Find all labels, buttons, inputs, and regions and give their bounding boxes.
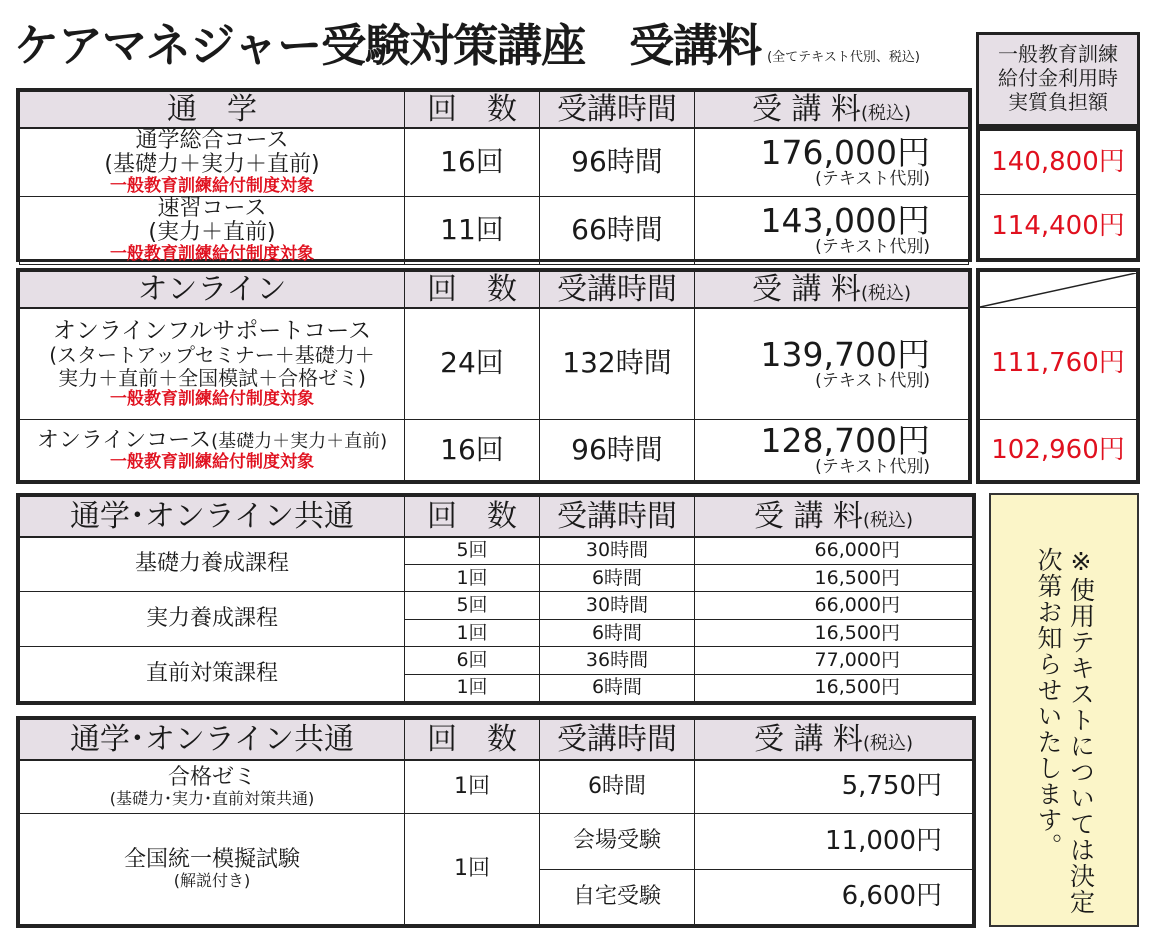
table-row bbox=[20, 592, 973, 619]
header-fee bbox=[695, 720, 973, 760]
hours: 6時間 bbox=[540, 619, 695, 646]
course-name-line: 実力＋直前＋全国模試＋合格ゼミ) bbox=[58, 366, 366, 391]
fee: 6,600円 bbox=[695, 869, 973, 925]
course-name-line: オンラインコース bbox=[36, 427, 212, 453]
count: 1回 bbox=[405, 814, 540, 925]
course-name bbox=[20, 420, 405, 481]
course-name: 実力養成課程 bbox=[20, 592, 405, 647]
header-tax: (税込) bbox=[863, 509, 914, 531]
header-count: 回 数 bbox=[405, 92, 540, 128]
header-tax: (税込) bbox=[863, 732, 914, 754]
header-hours: 受講時間 bbox=[540, 272, 695, 308]
course-name-line: (基礎力＋実力＋直前) bbox=[104, 151, 320, 177]
header-hours: 受講時間 bbox=[540, 92, 695, 128]
hours: 6時間 bbox=[540, 565, 695, 592]
count: 1回 bbox=[405, 674, 540, 701]
fee-value: 139,700円 bbox=[760, 334, 930, 374]
hours: 96時間 bbox=[540, 420, 695, 481]
count: 6回 bbox=[405, 647, 540, 674]
fee-note: (テキスト代別) bbox=[815, 457, 930, 477]
diagonal-line bbox=[980, 273, 1136, 307]
header-fee bbox=[695, 272, 969, 308]
header-count: 回 数 bbox=[405, 720, 540, 760]
header-fee-label: 受 講 料 bbox=[751, 271, 862, 307]
fee: 16,500円 bbox=[695, 565, 973, 592]
count: 5回 bbox=[405, 592, 540, 619]
header-tax: (税込) bbox=[861, 282, 912, 304]
header-count: 回 数 bbox=[405, 272, 540, 308]
net-cost-header-line: 実質負担額 bbox=[1008, 90, 1108, 114]
count: 16回 bbox=[405, 420, 540, 481]
hours: 6時間 bbox=[540, 674, 695, 701]
course-name bbox=[20, 308, 405, 420]
fee-value: 176,000円 bbox=[760, 133, 930, 173]
header-category: オンライン bbox=[20, 272, 405, 308]
course-name bbox=[20, 814, 405, 925]
course-name-sub: (解説付き) bbox=[173, 871, 251, 891]
diagonal-cell bbox=[980, 272, 1137, 308]
header-hours: 受講時間 bbox=[540, 497, 695, 537]
textbook-note: ※使用テキストについては決定次第お知らせいたします。 bbox=[1034, 547, 1096, 915]
title-main: ケアマネジャー受験対策講座 受講料 bbox=[14, 19, 762, 72]
net-cost-header bbox=[976, 32, 1140, 127]
table-row bbox=[20, 196, 969, 264]
course-name bbox=[20, 196, 405, 264]
table-row bbox=[20, 308, 969, 420]
fee: 66,000円 bbox=[695, 537, 973, 565]
exam-type: 自宅受験 bbox=[540, 869, 695, 925]
header-count: 回 数 bbox=[405, 497, 540, 537]
eligibility-note: 一般教育訓練給付制度対象 bbox=[110, 389, 314, 410]
title-note: (全てテキスト代別、税込) bbox=[767, 50, 920, 65]
exam-type: 会場受験 bbox=[540, 814, 695, 870]
count: 16回 bbox=[405, 128, 540, 197]
fee bbox=[695, 128, 969, 197]
count: 24回 bbox=[405, 308, 540, 420]
course-name-line: (スタートアップセミナー＋基礎力＋ bbox=[49, 343, 375, 368]
net-cost-tsugaku bbox=[976, 127, 1140, 262]
hours: 30時間 bbox=[540, 592, 695, 619]
course-name-line: 速習コース bbox=[157, 195, 267, 221]
net-cost-value: 140,800円 bbox=[980, 131, 1137, 195]
page-title bbox=[14, 16, 920, 88]
eligibility-note: 一般教育訓練給付制度対象 bbox=[110, 175, 314, 196]
fee: 5,750円 bbox=[695, 760, 973, 814]
fee: 11,000円 bbox=[695, 814, 973, 870]
fee bbox=[695, 196, 969, 264]
hours: 66時間 bbox=[540, 196, 695, 264]
header-fee-label: 受 講 料 bbox=[751, 91, 862, 127]
table-row bbox=[20, 814, 973, 870]
eligibility-note: 一般教育訓練給付制度対象 bbox=[110, 451, 314, 472]
section-online bbox=[16, 268, 972, 484]
table-row bbox=[20, 420, 969, 481]
header-fee bbox=[695, 92, 969, 128]
course-name-sub: (基礎力･実力･直前対策共通) bbox=[109, 789, 315, 809]
fee bbox=[695, 308, 969, 420]
count: 11回 bbox=[405, 196, 540, 264]
course-name: 直前対策課程 bbox=[20, 647, 405, 702]
header-category: 通学･オンライン共通 bbox=[20, 720, 405, 760]
fee-value: 128,700円 bbox=[760, 421, 930, 460]
net-cost-header-line: 一般教育訓練 bbox=[998, 42, 1118, 66]
hours: 132時間 bbox=[540, 308, 695, 420]
hours: 96時間 bbox=[540, 128, 695, 197]
header-fee-label: 受 講 料 bbox=[753, 721, 864, 757]
header-category: 通学･オンライン共通 bbox=[20, 497, 405, 537]
count: 1回 bbox=[405, 760, 540, 814]
course-name-line: (実力＋直前) bbox=[148, 219, 276, 245]
hours: 6時間 bbox=[540, 760, 695, 814]
count: 1回 bbox=[405, 619, 540, 646]
section-common-courses bbox=[16, 493, 976, 705]
table-row bbox=[20, 760, 973, 814]
hours: 30時間 bbox=[540, 537, 695, 565]
course-name-line: 合格ゼミ bbox=[167, 764, 256, 790]
table-row bbox=[20, 537, 973, 565]
table-row bbox=[20, 647, 973, 674]
course-name bbox=[20, 760, 405, 814]
net-cost-header-line: 給付金利用時 bbox=[998, 66, 1118, 90]
net-cost-value: 111,760円 bbox=[980, 308, 1137, 420]
course-name: 基礎力養成課程 bbox=[20, 537, 405, 592]
net-cost-value: 102,960円 bbox=[980, 420, 1137, 481]
count: 5回 bbox=[405, 537, 540, 565]
count: 1回 bbox=[405, 565, 540, 592]
header-category: 通 学 bbox=[20, 92, 405, 128]
fee-note: (テキスト代別) bbox=[815, 370, 930, 391]
fee: 16,500円 bbox=[695, 674, 973, 701]
section-tsugaku bbox=[16, 88, 972, 262]
fee: 77,000円 bbox=[695, 647, 973, 674]
section-common-extras bbox=[16, 716, 976, 928]
fee: 16,500円 bbox=[695, 619, 973, 646]
fee-value: 143,000円 bbox=[760, 201, 930, 241]
course-name bbox=[20, 128, 405, 197]
fee-note: (テキスト代別) bbox=[815, 237, 930, 258]
fee-note: (テキスト代別) bbox=[815, 169, 930, 190]
fee bbox=[695, 420, 969, 481]
course-name-line: 通学総合コース bbox=[135, 127, 289, 153]
course-name-line: 全国統一模擬試験 bbox=[123, 847, 300, 873]
course-name-line: オンラインフルサポートコース bbox=[52, 317, 372, 344]
hours: 36時間 bbox=[540, 647, 695, 674]
net-cost-online bbox=[976, 268, 1140, 484]
textbook-note-box bbox=[989, 493, 1139, 927]
eligibility-note: 一般教育訓練給付制度対象 bbox=[110, 243, 314, 264]
header-hours: 受講時間 bbox=[540, 720, 695, 760]
table-row bbox=[20, 128, 969, 197]
net-cost-value: 114,400円 bbox=[980, 195, 1137, 259]
header-fee bbox=[695, 497, 973, 537]
header-fee-label: 受 講 料 bbox=[753, 498, 864, 534]
fee: 66,000円 bbox=[695, 592, 973, 619]
header-tax: (税込) bbox=[861, 102, 912, 124]
course-name-sub: (基礎力＋実力＋直前) bbox=[211, 430, 388, 452]
